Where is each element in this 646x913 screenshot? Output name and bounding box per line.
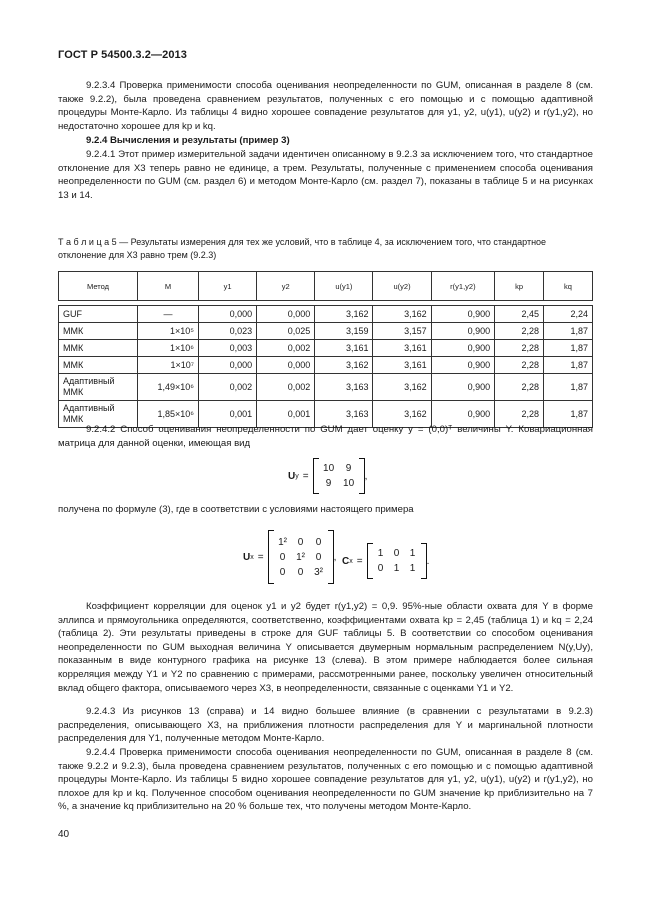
cell-u-y1: 3,163: [315, 401, 373, 428]
cell-kp: 2,28: [495, 340, 544, 357]
cell-y2: 0,000: [257, 357, 315, 374]
table-row: [59, 357, 593, 374]
cell-kp: 2,28: [495, 374, 544, 401]
cell-y2: 0,002: [257, 374, 315, 401]
matrix-uy: U y = 10 9 9 10 ,: [288, 458, 367, 494]
paragraph-9-2-4-4: 9.2.4.4 Проверка применимости способа оценивания неопределенности по GUM, описанная в разделе 8 (см. также 9.2.2 и 9.2.3), была проведена сравнением результатов, полученных с его помощью и с помощью адаптивной процедуры Монте-Карло. Из таблицы 5 видно хорошее совпадение результатов для y1, y2, u(y1), u(y2) и r(y1,y2), но плохое для kp и kq. Полученное способом оценивания неопределенности по GUM значение kp приблизительно на 7 %, а значение kq приблизительно на 20 % больше тех, что получены методом Монте-Карло.: [58, 747, 593, 813]
cell-u-y1: 3,159: [315, 323, 373, 340]
paragraph-correlation: Коэффициент корреляции для оценок y1 и y2 будет r(y1,y2) = 0,9. 95%-ные области охвата для Y в форме эллипса и прямоугольника определяются, соответственно, коэффициентами охвата kp = 2,45 (таблица 1) и kq = 2,24 (таблица 2). Эти результаты приведены в строке для GUF таблицы 5. В соответствии со способом оценивания неопределенности по GUM выходная величина Y описывается двумерным нормальным распределением N(y,Uy), показанным в виде контурного графика на рисунке 13 (слева). В этом примере наблюдается более сильная корреляция между Y1 и Y2 по сравнению с примерами, рассмотренными ранее, поскольку увеличен относительный вклад общего фактора, описываемого через X3, в неопределенности, связанные с оценками Y1 и Y2.: [58, 601, 593, 694]
table-row: [59, 306, 593, 323]
matrix-cell: 0: [279, 566, 286, 578]
cell-kp: 2,28: [495, 401, 544, 428]
matrix-uy-sub: y: [295, 472, 299, 480]
cell-method: ММК: [59, 357, 138, 374]
cell-u-y1: 3,162: [315, 306, 373, 323]
cell-kp: 2,28: [495, 323, 544, 340]
cell-y1: 0,023: [199, 323, 257, 340]
paragraph-9-2-3-4: 9.2.3.4 Проверка применимости способа оценивания неопределенности по GUM, описанная в разделе 8 (см. также 9.2.2), была проведена сравнением результатов, полученных с его помощью и с помощью адаптивной процедуры Монте-Карло. Из таблицы 4 видно хорошее совпадение результатов для y1, y2, u(y1), u(y2) и r(y1,y2), но недостаточно хорошее для kp и kq.: [58, 80, 593, 132]
col-u-y2: u(y2): [373, 272, 431, 301]
section-heading: 9.2.4 Вычисления и результаты (пример 3): [86, 135, 290, 146]
cell-method: Адаптивный ММК: [59, 374, 138, 401]
cell-kq: 1,87: [544, 374, 593, 401]
cell-method: Адаптивный ММК: [59, 401, 138, 428]
matrix-cx-sub: x: [349, 557, 353, 565]
matrix-cell: 0: [393, 548, 400, 559]
table-header-row: [59, 272, 593, 301]
cell-u-y1: 3,162: [315, 357, 373, 374]
cell-kp: 2,45: [495, 306, 544, 323]
cell-y2: 0,001: [257, 401, 315, 428]
cell-u-y2: 3,162: [373, 306, 431, 323]
cell-y1: 0,003: [199, 340, 257, 357]
matrix-ux-sub: x: [250, 553, 254, 561]
matrix-cx-label: C: [342, 555, 350, 567]
matrix-cell: 0: [297, 566, 304, 578]
cell-u-y2: 3,157: [373, 323, 431, 340]
matrix-cell: 10: [343, 478, 355, 489]
cell-method: GUF: [59, 306, 138, 323]
cell-y1: 0,001: [199, 401, 257, 428]
cell-y1: 0,000: [199, 357, 257, 374]
matrix-ux-label: U: [243, 551, 251, 563]
table-row: [59, 323, 593, 340]
cell-kq: 1,87: [544, 357, 593, 374]
col-kq: kq: [544, 272, 593, 301]
cell-method: ММК: [59, 323, 138, 340]
cell-u-y2: 3,161: [373, 357, 431, 374]
cell-y2: 0,025: [257, 323, 315, 340]
cell-m: 1×10⁵: [138, 323, 199, 340]
table-row: [59, 340, 593, 357]
matrix-cell: 0: [315, 551, 322, 563]
cell-r: 0,900: [431, 306, 494, 323]
paragraph-9-2-4-2: 9.2.4.2 Способ оценивания неопределенности по GUM дает оценку y = (0,0)ᵀ величины Y. Ковариационная матрица для данной оценки, имеющая вид: [58, 424, 593, 449]
cell-y2: 0,002: [257, 340, 315, 357]
cell-kq: 1,87: [544, 340, 593, 357]
matrix-cell: 1²: [296, 551, 306, 563]
page-number: 40: [58, 829, 70, 840]
cell-m: 1,49×10⁶: [138, 374, 199, 401]
col-kp: kp: [495, 272, 544, 301]
cell-r: 0,900: [431, 357, 494, 374]
col-r: r(y1,y2): [431, 272, 494, 301]
cell-m: 1×10⁶: [138, 340, 199, 357]
matrix-cell: 1²: [278, 536, 288, 548]
col-y2: y2: [257, 272, 315, 301]
cell-r: 0,900: [431, 323, 494, 340]
matrix-cell: 1: [409, 563, 416, 574]
cell-m: 1×10⁷: [138, 357, 199, 374]
cell-u-y2: 3,162: [373, 401, 431, 428]
cell-u-y1: 3,161: [315, 340, 373, 357]
matrix-cell: 10: [323, 463, 335, 474]
cell-kq: 1,87: [544, 323, 593, 340]
matrix-cell: 1: [409, 548, 416, 559]
col-m: M: [138, 272, 199, 301]
cell-kq: 1,87: [544, 401, 593, 428]
matrix-cell: 0: [377, 563, 384, 574]
matrix-cell: 3²: [314, 566, 324, 578]
table-caption: Т а б л и ц а 5 — Результаты измерения для тех же условий, что в таблице 4, за исключением того, что стандартное отклонение для X3 равно трем (9.2.3): [58, 237, 547, 260]
matrix-cell: 0: [297, 536, 304, 548]
matrix-cx: C x = 1 0 1 0 1 1 .: [342, 543, 429, 579]
cell-r: 0,900: [431, 374, 494, 401]
cell-u-y2: 3,161: [373, 340, 431, 357]
paragraph-formula-3: получена по формуле (3), где в соответствии с условиями настоящего примера: [58, 504, 414, 515]
cell-y2: 0,000: [257, 306, 315, 323]
matrix-cell: 1: [393, 563, 400, 574]
cell-m: 1,85×10⁶: [138, 401, 199, 428]
cell-kp: 2,28: [495, 357, 544, 374]
cell-r: 0,900: [431, 340, 494, 357]
matrix-cell: 0: [279, 551, 286, 563]
matrix-cell: 1: [377, 548, 384, 559]
matrix-cell: 9: [325, 478, 332, 489]
col-method: Метод: [59, 272, 138, 301]
cell-y1: 0,000: [199, 306, 257, 323]
results-table: [58, 271, 593, 428]
cell-m: —: [138, 306, 199, 323]
paragraph-9-2-4-1: 9.2.4.1 Этот пример измерительной задачи идентичен описанному в 9.2.3 за исключением того, что стандартное отклонение для X3 теперь равно не единице, а трем. Результаты, полученные с применением способа оценивания неопределенности по GUM (см. раздел 6) и методом Монте-Карло (см. раздел 7), показаны в таблице 5 и на рисунках 13 и 14.: [58, 149, 593, 201]
cell-y1: 0,002: [199, 374, 257, 401]
cell-r: 0,900: [431, 401, 494, 428]
paragraph-9-2-4-3: 9.2.4.3 Из рисунков 13 (справа) и 14 видно большее влияние (в сравнении с результатами в 9.2.3) распределения, описывающего X3, на приближения плотности распределения для Y и маргинальной плотности распределения для Y1, полученные методом Монте-Карло.: [58, 706, 593, 745]
cell-kq: 2,24: [544, 306, 593, 323]
cell-u-y1: 3,163: [315, 374, 373, 401]
standard-header: ГОСТ Р 54500.3.2—2013: [58, 49, 187, 61]
matrix-cell: 9: [345, 463, 352, 474]
cell-u-y2: 3,162: [373, 374, 431, 401]
matrix-ux: U x = 1² 0 0 0 1² 0 0 0 3² ,: [243, 530, 336, 584]
matrix-uy-label: U: [288, 470, 296, 482]
col-y1: y1: [199, 272, 257, 301]
matrix-cell: 0: [315, 536, 322, 548]
col-u-y1: u(y1): [315, 272, 373, 301]
table-row: [59, 374, 593, 401]
cell-method: ММК: [59, 340, 138, 357]
